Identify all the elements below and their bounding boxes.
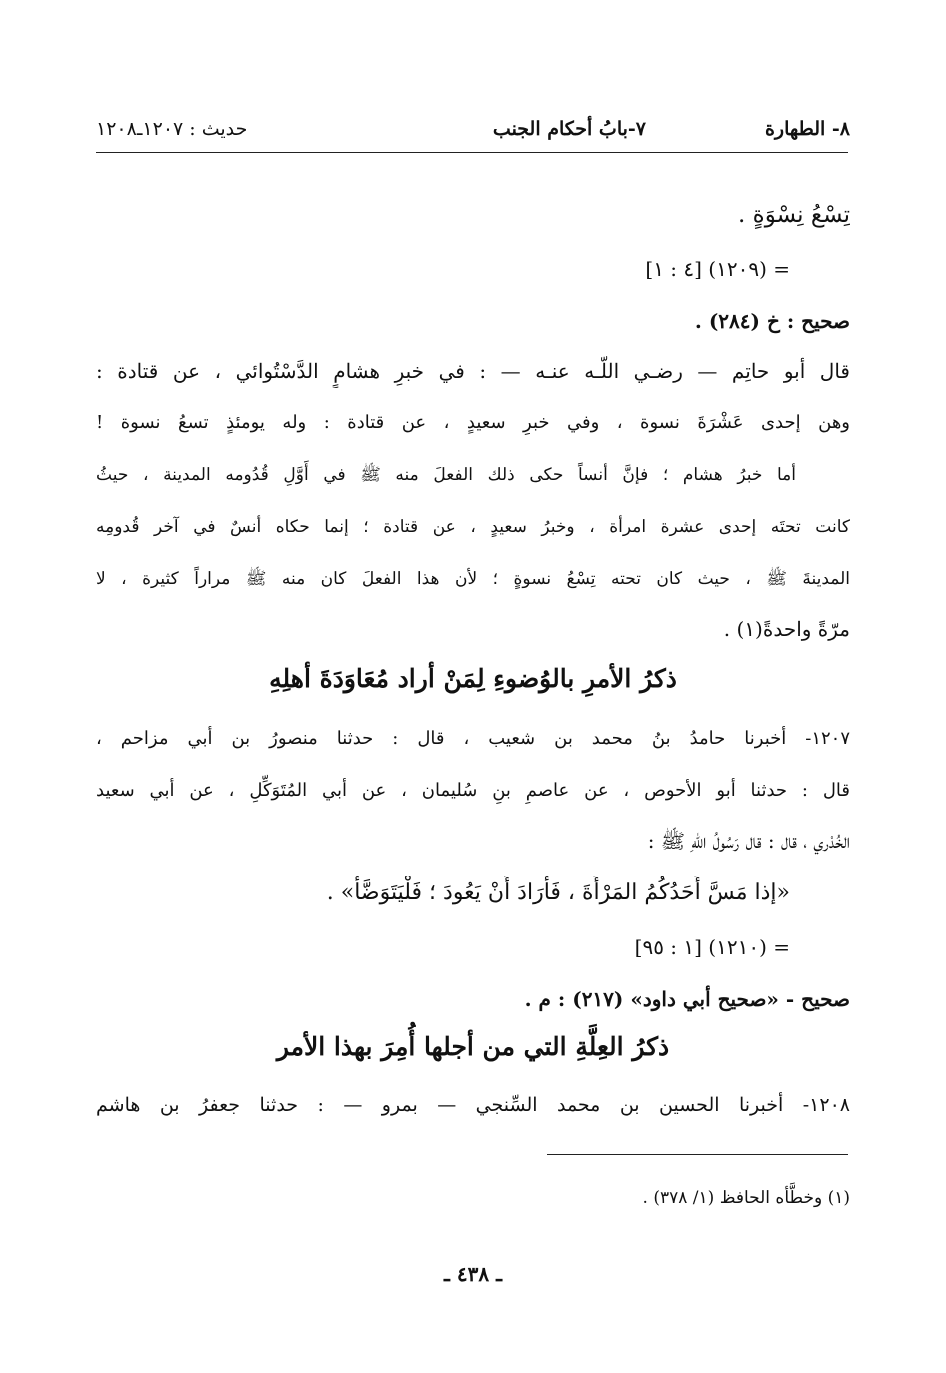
text-line-5: وهن إحدى عَشْرَةَ نسوة ، وفي خبرِ سعيدٍ ، عن قتادة : وله يومئذٍ تسعُ نسوة !	[96, 412, 850, 433]
header-hadith-range: حديث : ١٢٠٧ـ١٢٠٨	[96, 118, 248, 140]
page-number: ـ ٤٣٨ ـ	[444, 1262, 502, 1286]
text-line-2: = (١٢٠٩) [٤ : ١]	[645, 257, 790, 281]
text-line-1: تِسْعُ نِسْوَةٍ .	[738, 202, 850, 228]
hadith-1207-line-1: ١٢٠٧- أخبرنا حامدُ بنُ محمد بن شعيب ، قال : حدثنا منصورُ بن أبي مزاحم ،	[96, 728, 850, 749]
hadith-1207-matn: «إذا مَسَّ أَحَدُكُمُ المَرْأَةَ ، فَأَرَادَ أَنْ يَعُودَ ؛ فَلْيَتَوَضَّأْ» .	[326, 880, 790, 905]
text-line-8: المدينةَ ﷺ ، حيث كان تحته تِسْعُ نسوةٍ ؛ لأن هذا الفعلَ كان منه ﷺ مراراً كثيرة ، لا	[96, 569, 850, 589]
header-chapter: ٨- الطهارة	[764, 118, 850, 140]
hadith-1207-grading: صحيح - «صحيح أبي داود» (٢١٧) : م .	[524, 987, 850, 1011]
section-title-1: ذكرُ الأمرِ بالوُضوءِ لِمَنْ أراد مُعَاوَدَةَ أهلِهِ	[269, 664, 677, 693]
header-section: ٧-بابُ أحكام الجنب	[492, 118, 646, 140]
footnote-rule	[547, 1154, 848, 1155]
text-line-4: قال أبو حاتِم — رضـي اللّـه عنـه — : في خبرِ هشامٍ الدَّسْتُوائي ، عن قتادة :	[96, 359, 850, 383]
header-rule	[96, 152, 848, 153]
section-title-2: ذكرُ العِلَّةِ التي من أجلها أُمِرَ بهذا الأمر	[276, 1032, 670, 1061]
text-line-6: أما خبرُ هشام ؛ فإنَّ أنساً حكى ذلك الفعلَ منه ﷺ في أَوَّلِ قُدُومه المدينة ، حيثُ	[96, 465, 796, 485]
text-line-9: مرّةً واحدةً(١) .	[723, 617, 850, 641]
hadith-1207-line-2: قال : حدثنا أبو الأحوص ، عن عاصمِ بنِ سُليمان ، عن أبي المُتَوَكِّلِ ، عن أبي سعيد	[96, 780, 850, 801]
hadith-1207-ref: = (١٢١٠) [١ : ٩٥]	[634, 935, 790, 959]
hadith-1207-line-3: الخُدْري ، قال : قال رَسُولُ اللّهِ ﷺ :	[647, 829, 850, 853]
text-line-3: صحيح : خ (٢٨٤) .	[694, 309, 850, 333]
footnote: (١) وخطَّأه الحافظ (١/ ٣٧٨) .	[642, 1188, 850, 1208]
hadith-1208-line-1: ١٢٠٨- أخبرنا الحسين بن محمد السِّنجي — بمرو — : حدثنا جعفرُ بن هاشم	[96, 1094, 850, 1116]
text-line-7: كانت تحتَه إحدى عشرة امرأة ، وخبرُ سعيدٍ ، عن قتادة ؛ إنما حكاه أنسٌ في آخر قُدومِه	[96, 517, 850, 537]
